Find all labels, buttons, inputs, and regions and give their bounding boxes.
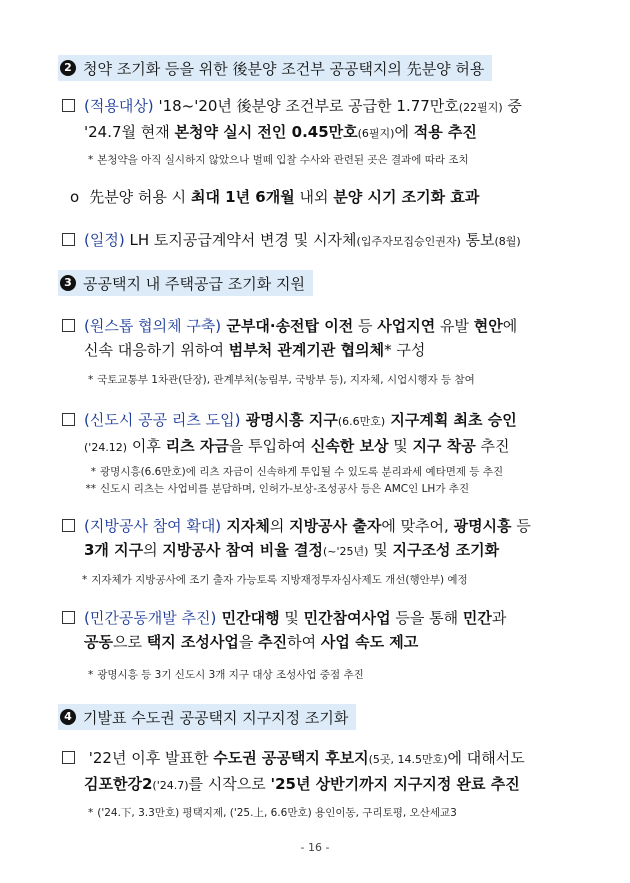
checkbox-square-icon: [62, 319, 75, 332]
item-text: 으로: [112, 633, 147, 651]
item-text: 을 투입하여: [228, 437, 311, 455]
item-bold-text: 지구조성 조기화: [392, 541, 500, 559]
section-number-badge: 3: [60, 275, 76, 291]
section-title: 공공택지 내 주택공급 조기화 지원: [83, 274, 305, 293]
item-bold-text: 지방공사 참여 비율 결정: [162, 541, 323, 559]
footnote-mark: *: [82, 574, 88, 586]
item-bold-text: 사업지연: [377, 317, 436, 335]
item-bold-text: '25년 상반기까지 지구지정 완료 추진: [270, 775, 520, 793]
checkbox-square-icon: [62, 519, 75, 532]
item-small-text: (22필지): [458, 101, 503, 114]
checkbox-square-icon: [62, 99, 75, 112]
footnote-text: 지자체가 지방공사에 조기 출자 가능토록 지방재정투자심사제도 개선(행안부) 예정: [91, 574, 468, 586]
bullet-item-reits: [62, 408, 517, 460]
item-bold-text: 적용 추진: [413, 123, 477, 141]
item-small-text: (5곳, 14.5만호): [368, 753, 448, 766]
footnote: [88, 667, 364, 684]
footnote: [76, 481, 469, 498]
footnote: [88, 152, 469, 169]
section-heading-2: [58, 55, 492, 81]
item-bold-text: 신속한 보상: [310, 437, 389, 455]
bullet-item-local-corp: [62, 514, 531, 564]
item-text: 및: [388, 437, 413, 455]
item-text: 등을 통해: [390, 609, 463, 627]
footnote-text: 광명시흥 등 3기 신도시 3개 지구 대상 조성사업 중점 추진: [97, 669, 364, 681]
item-bold-text: 광명시흥 지구: [240, 411, 338, 429]
item-text: 를 시작으로: [188, 775, 271, 793]
item-small-text: ('24.12): [84, 441, 128, 454]
item-bold-text: 김포한강2: [84, 775, 153, 793]
footnote-mark: *: [88, 807, 94, 819]
footnote-text: 광명시흥(6.6만호)에 리츠 자금이 신속하게 투입될 수 있도록 분리과세 예타면제 등 추진: [100, 466, 504, 478]
item-bold-text: 지방공사 출자: [289, 517, 382, 535]
item-label: (원스톱 협의체 구축): [84, 317, 222, 335]
sub-bullet-mark: o: [70, 188, 80, 206]
footnote-text: ('24.下, 3.3만호) 평택지제, ('25.上, 6.6만호) 용인이동, 구리토평, 오산세교3: [97, 807, 457, 819]
item-bold-text: 수도권 공공택지 후보지: [213, 749, 369, 767]
item-bold-text: 3개 지구: [84, 541, 144, 559]
footnote: [88, 805, 457, 822]
footnote-mark: *: [88, 154, 94, 166]
section-title: 청약 조기화 등을 위한 後분양 조건부 공공택지의 先분양 허용: [83, 59, 485, 78]
item-bold-text: 사업 속도 제고: [320, 633, 419, 651]
item-small-text: (6.6만호): [337, 415, 386, 428]
item-text: 이후: [127, 437, 166, 455]
footnote-text: 신도시 리츠는 사업비를 분담하며, 인허가-보상-조성공사 등은 AMC인 LH가 추진: [100, 483, 470, 495]
footnote-text: 국토교통부 1차관(단장), 관계부처(농림부, 국방부 등), 지자체, 시업시행자 등 참여: [97, 374, 475, 386]
item-small-text: (입주자모집승인권자): [356, 235, 461, 248]
item-text: LH 토지공급계약서 변경 및 시자체: [124, 231, 357, 249]
item-bold-text: 분양 시기 조기화 효과: [333, 188, 480, 206]
item-text: 과: [491, 609, 507, 627]
item-text: 추진: [475, 437, 510, 455]
page-number: - 16 -: [300, 841, 330, 854]
checkbox-square-icon: [62, 413, 75, 426]
item-bold-text: 추진: [258, 633, 288, 651]
section-number-badge: 2: [60, 60, 76, 76]
item-text: 에: [394, 123, 414, 141]
item-text: 등: [511, 517, 531, 535]
footnote: [82, 572, 468, 589]
item-label: (민간공동개발 추진): [84, 609, 217, 627]
item-text: '18~'20년 後분양 조건부로 공급한 1.77만호: [153, 97, 459, 115]
item-text: 및: [368, 541, 393, 559]
item-text: '22년 이후 발표한: [84, 749, 214, 767]
section-title: 기발표 수도권 공공택지 지구지정 조기화: [83, 708, 349, 727]
item-label: (신도시 공공 리츠 도입): [84, 411, 241, 429]
item-small-text: (~'25년): [322, 545, 369, 558]
bullet-item-one-stop: [62, 314, 517, 362]
item-bold-text: 택지 조성사업: [146, 633, 239, 651]
item-text: 하여: [287, 633, 321, 651]
section-heading-4: [58, 704, 356, 730]
item-label: (적용대상): [84, 97, 154, 115]
item-small-text: (8월): [494, 235, 521, 248]
item-bold-text: 민간참여사업: [303, 609, 391, 627]
item-bold-text: 지구 착공: [412, 437, 476, 455]
item-bold-text: 공동: [84, 633, 113, 651]
item-bold-text: 본청약 실시 전인 0.45만호: [174, 123, 358, 141]
checkbox-square-icon: [62, 751, 75, 764]
item-text: 을: [238, 633, 259, 651]
section-heading-3: [58, 270, 313, 296]
item-bold-text: 범부처 관계기관 협의체: [228, 341, 385, 359]
item-bold-text: 민간: [462, 609, 492, 627]
footnote-mark: *: [88, 374, 94, 386]
item-bold-text: 리츠 자금: [165, 437, 229, 455]
footnote-mark: **: [85, 483, 96, 495]
item-label: (일정): [84, 231, 125, 249]
bullet-item-scope: [62, 94, 522, 146]
item-text: 신속 대응하기 위하여: [84, 341, 229, 359]
item-text: 에 대해서도: [447, 749, 525, 767]
bullet-item-schedule: [62, 228, 521, 254]
item-bold-text: 광명시흥: [453, 517, 512, 535]
item-text: 유발: [435, 317, 474, 335]
item-text: * 구성: [384, 341, 426, 359]
item-small-text: (6필지): [357, 127, 395, 140]
item-bold-text: 군부대·송전탑 이전: [221, 317, 354, 335]
bullet-item-private-dev: [62, 606, 506, 654]
checkbox-square-icon: [62, 233, 75, 246]
section-number-badge: 4: [60, 709, 76, 725]
checkbox-square-icon: [62, 611, 75, 624]
footnote: [82, 464, 503, 481]
item-text: 중: [502, 97, 522, 115]
item-bold-text: 민간대행: [216, 609, 280, 627]
item-text: 에 맞추어,: [381, 517, 454, 535]
item-bold-text: 지자체: [221, 517, 270, 535]
item-text: 에: [502, 317, 518, 335]
footnote-mark: *: [88, 669, 94, 681]
item-text: 등: [353, 317, 378, 335]
item-bold-text: 최대 1년 6개월: [190, 188, 295, 206]
item-text: 통보: [460, 231, 495, 249]
footnote-text: 본청약을 아직 실시하지 않았으나 벌떼 입찰 수사와 관련된 곳은 결과에 따라 조치: [97, 154, 469, 166]
item-small-text: ('24.7): [152, 779, 189, 792]
item-bold-text: 지구계획 최초 승인: [385, 411, 517, 429]
item-text: '24.7월 현재: [84, 123, 175, 141]
item-text: 의: [143, 541, 163, 559]
footnote-mark: *: [90, 466, 96, 478]
item-bold-text: 현안: [473, 317, 503, 335]
footnote: [88, 372, 475, 389]
bullet-item-designation: [62, 746, 525, 798]
sub-bullet-effect: [70, 186, 479, 207]
item-text: 내외: [294, 188, 334, 206]
item-text: 先분양 허용 시: [89, 188, 191, 206]
item-text: 및: [279, 609, 304, 627]
item-text: 의: [269, 517, 290, 535]
item-label: (지방공사 참여 확대): [84, 517, 222, 535]
